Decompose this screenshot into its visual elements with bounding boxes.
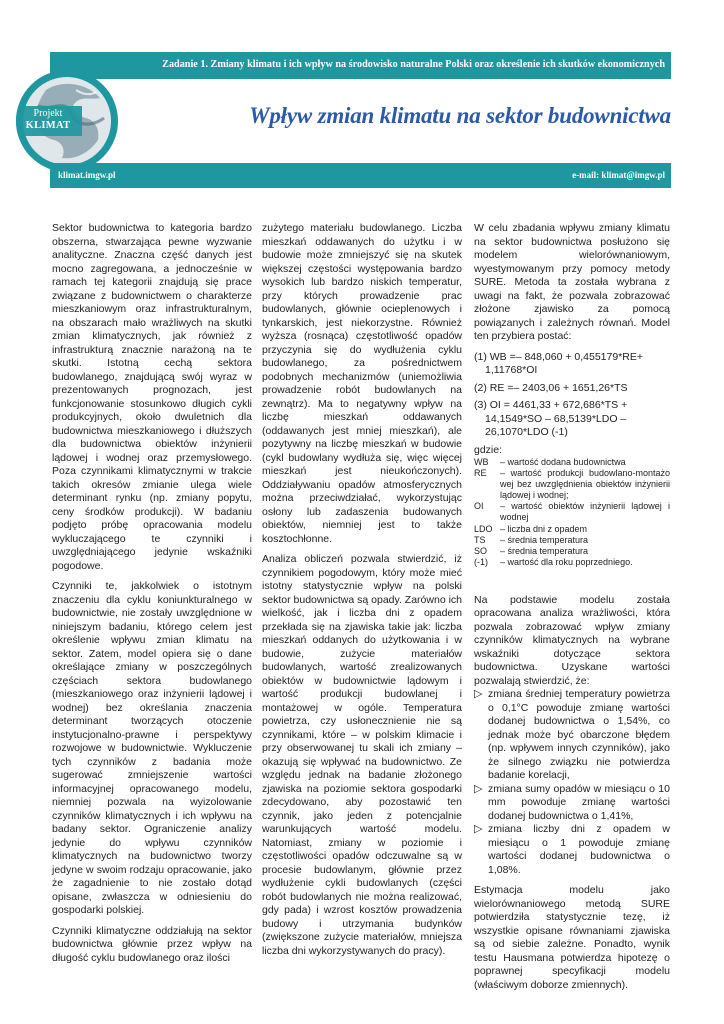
paragraph: Na podstawie modelu została opracowana analiza wrażliwości, która pozwala zobrazować wpływ zmiany czynników klimatycznych na wybrane wskaźniki dotyczące sektora budownictwa. Uzyskane wartości pozwalają stwierdzić, że:	[474, 593, 670, 687]
variable-legend	[474, 457, 670, 568]
legend-item: WB – wartość dodana budownictwa	[474, 457, 626, 467]
paragraph: zużytego materiału budowlanego. Liczba mieszkań oddawanych do użytku i w budowie może zmniejszyć się na skutek większej częstości występowania bardzo wysokich lub bardzo niskich temperatur, przy których prowadzenie prac budowlanych, głównie ocieplenowych i tynkarskich, jest niekorzystne. Również wyższa (rosnąca) częstotliwość opadów przyczynia się do wydłużenia cyklu budowlanego, za pośrednictwem podobnych mechanizmów (uniemożliwia prowadzenie robót budowlanych na zewnątrz). Ma to negatywny wpływ na liczbę mieszkań oddawanych (oddawanych jest mniej mieszkań), ale pozytywny na liczbę mieszkań w budowie (cykl budowlany wydłuża się, więc więcej mieszkań jest nieukończonych). Oddziaływaniu opadów atmosferycznych można przeciwdziałać, wykorzystując osłony lub zadaszenia budowanych obiektów, niemniej jest to także kosztochłonne.	[262, 222, 462, 545]
column-3	[474, 222, 670, 999]
legend-item: SO – średnia temperatura	[474, 545, 589, 556]
legend-item: LDO – liczba dni z opadem	[474, 523, 588, 534]
paragraph: Czynniki te, jakkolwiek o istotnym znaczeniu dla cyklu koniunkturalnego w budownictwie, nie zostały uwzględnione w niniejszym badaniu, którego celem jest określenie wpływu zmian klimatu na sektor. Zatem, model opiera się o dane określające zmiany w poszczególnych częściach sektora budowlanego (mieszkaniowego oraz inżynierii lądowej i wodnej) bez określania znaczenia determinant tworzących otoczenie instytucjonalno-prawne i perspektywy rozwojowe w budownictwie. Wykluczenie tych czynników z badania może sugerować zmniejszenie wartości informacyjnej opracowanego modelu, niemniej pozwala na wyizolowanie czynników klimatycznych i ich wpływu na badany sektor. Ograniczenie analizy jedynie do wpływu czynników klimatycznych na budownictwo tworzy jedyne w swoim rodzaju opracowanie, jako że zagadnienie to nie zostało dotąd opisane, zwłaszcza w odniesieniu do gospodarki polskiej.	[52, 580, 252, 916]
list-item: ▷ zmiana liczby dni z opadem w miesiącu o 1 powoduje zmianę wartości dodanej budownictwa o 1,08%.	[474, 823, 670, 876]
list-item: ▷ zmiana sumy opadów w miesiącu o 10 mm powoduje zmianę wartości dodanej budownictwa o 1,41%,	[474, 782, 670, 822]
header-banner	[50, 52, 671, 79]
task-heading: Zadanie 1. Zmiany klimatu i ich wpływ na środowisko naturalne Polski oraz określenie ich skutków ekonomicznych	[162, 59, 665, 70]
legend-item: TS – średnia temperatura	[474, 534, 589, 545]
contact-banner	[50, 163, 671, 188]
legend-intro: gdzie:	[474, 443, 503, 456]
column-1	[52, 222, 252, 972]
equation-2: (2) RE =– 2403,06 + 1651,26*TS	[474, 381, 628, 394]
paragraph: Analiza obliczeń pozwala stwierdzić, iż czynnikiem pogodowym, który może mieć istotny statystycznie wpływ na polski sektor budownictwa są opady. Zarówno ich wielkość, jak i liczba dni z opadem przekłada się na zjawiska takie jak: liczba mieszkań oddanych do użytkowania i w budowie, zużycie materiałów budowlanych, wartość zrealizowanych obiektów w budownictwie lądowym i wartość produkcji budowlanej i montażowej w ogóle. Temperatura powietrza, czy usłonecznienie nie są czynnikami, które – w polskim klimacie i przy obserwowanej tu skali ich zmiany – okazują się wpływać na budownictwo. Ze względu jednak na badanie złożonego zjawiska na poziomie sektora gospodarki zdecydowano, aby pozostawić ten czynnik, jako jeden z potencjalnie warunkujących wartość modelu. Natomiast, zmiany w poziomie i częstotliwości opadów odczuwalne są w procesie budowlanym, głównie przez wydłużenie cykli budowlanych (części robót budowlanych nie można realizować, gdy pada) i wzrost kosztów prowadzenia budowy i utrzymania budynków (zwiększone zużycie materiałów, mniejsza liczba dni wykorzystywanych do pracy).	[262, 553, 462, 957]
legend-item: RE – wartość produkcji budowlano-montażo wej bez uwzględnienia obiektów inżynierii lądowej i wodnej;	[474, 468, 670, 501]
list-item: ▷ zmiana średniej temperatury powietrza o 0,1°C powoduje zmianę wartości dodanej budownictwa o 1,54%, co jednak może być obarczone błędem (np. wpływem innych czynników), jako że silnego związku nie potwierdza badanie korelacji,	[474, 688, 670, 782]
logo-label	[16, 108, 80, 132]
paragraph: Estymacja modelu jako wielorównaniowego metodą SURE potwierdziła statystycznie tezę, iż wszystkie opisane równaniami zjawiska są od siebie zależne. Ponadto, wynik testu Hausmana potwierdza hipotezę o poprawnej specyfikacji modelu (właściwym doborze zmiennych).	[474, 884, 670, 991]
triangle-bullet-icon: ▷	[474, 688, 483, 701]
equation-3: (3) OI = 4461,33 + 672,686*TS + 14,1549*SO – 68,5139*LDO – 26,1070*LDO (-1)	[474, 399, 628, 438]
column-2	[262, 222, 462, 965]
legend-item: (-1) – wartość dla roku poprzedniego.	[474, 556, 633, 567]
email-link[interactable]: e-mail: klimat@imgw.pl	[572, 170, 665, 180]
triangle-bullet-icon: ▷	[474, 823, 483, 836]
triangle-bullet-icon: ▷	[474, 782, 483, 795]
paragraph: Sektor budownictwa to kategoria bardzo obszerna, stwarzająca pewne wyzwanie analityczne. Znaczna część danych jest mocno zagregowana, a jednocześnie w ramach tej kategorii znajdują się prace związane z budownictwem o charakterze mieszkaniowym oraz infrastrukturalnym, na obszarach mało wrażliwych na skutki zmian klimatycznych, jak również z infrastrukturą znacznie narażoną na te skutki. Istotną cechą sektora budowlanego, znajdującą swój wyraz w prezentowanych prognozach, jest funkcjonowanie stosunkowo długich cykli produkcyjnych, około dwuletnich dla budownictwa mieszkaniowego i dłuższych dla budownictwa obiektów inżynierii lądowej i wodnej oraz przemysłowego. Poza czynnikami klimatycznymi w trakcie takich okresów zmianie ulega wiele determinant rynku (np. zmiany popytu, ceny środków produkcji). W badaniu podjęto próbę opracowania modelu wykluczającego te czynniki i uwzględniającego jedynie wskaźniki pogodowe.	[52, 222, 252, 572]
logo-line2: KLIMAT	[25, 120, 71, 131]
equation-1: (1) WB =– 848,060 + 0,455179*RE+ 1,11768*OI	[474, 350, 643, 376]
page-title: Wpływ zmian klimatu na sektor budownictwa	[249, 103, 671, 128]
paragraph: Czynniki klimatyczne oddziałują na sektor budownictwa głównie przez wpływ na długość cyklu budowlanego oraz ilości	[52, 924, 252, 964]
paragraph: W celu zbadania wpływu zmiany klimatu na sektor budownictwa posłużono się modelem wielorównaniowym, wyestymowanym przy pomocy metody SURE. Metoda ta została wybrana z uwagi na fakt, że pozwala zobrazować złożone zjawisko za pomocą powiązanych i zależnych równań. Model ten przybiera postać:	[474, 222, 670, 342]
project-logo	[16, 70, 118, 172]
findings-list	[474, 688, 670, 877]
legend-item: OI – wartość obiektów inżynierii lądowej i wodnej	[474, 501, 670, 523]
logo-line1: Projekt	[33, 108, 63, 119]
website-link[interactable]: klimat.imgw.pl	[58, 170, 116, 180]
